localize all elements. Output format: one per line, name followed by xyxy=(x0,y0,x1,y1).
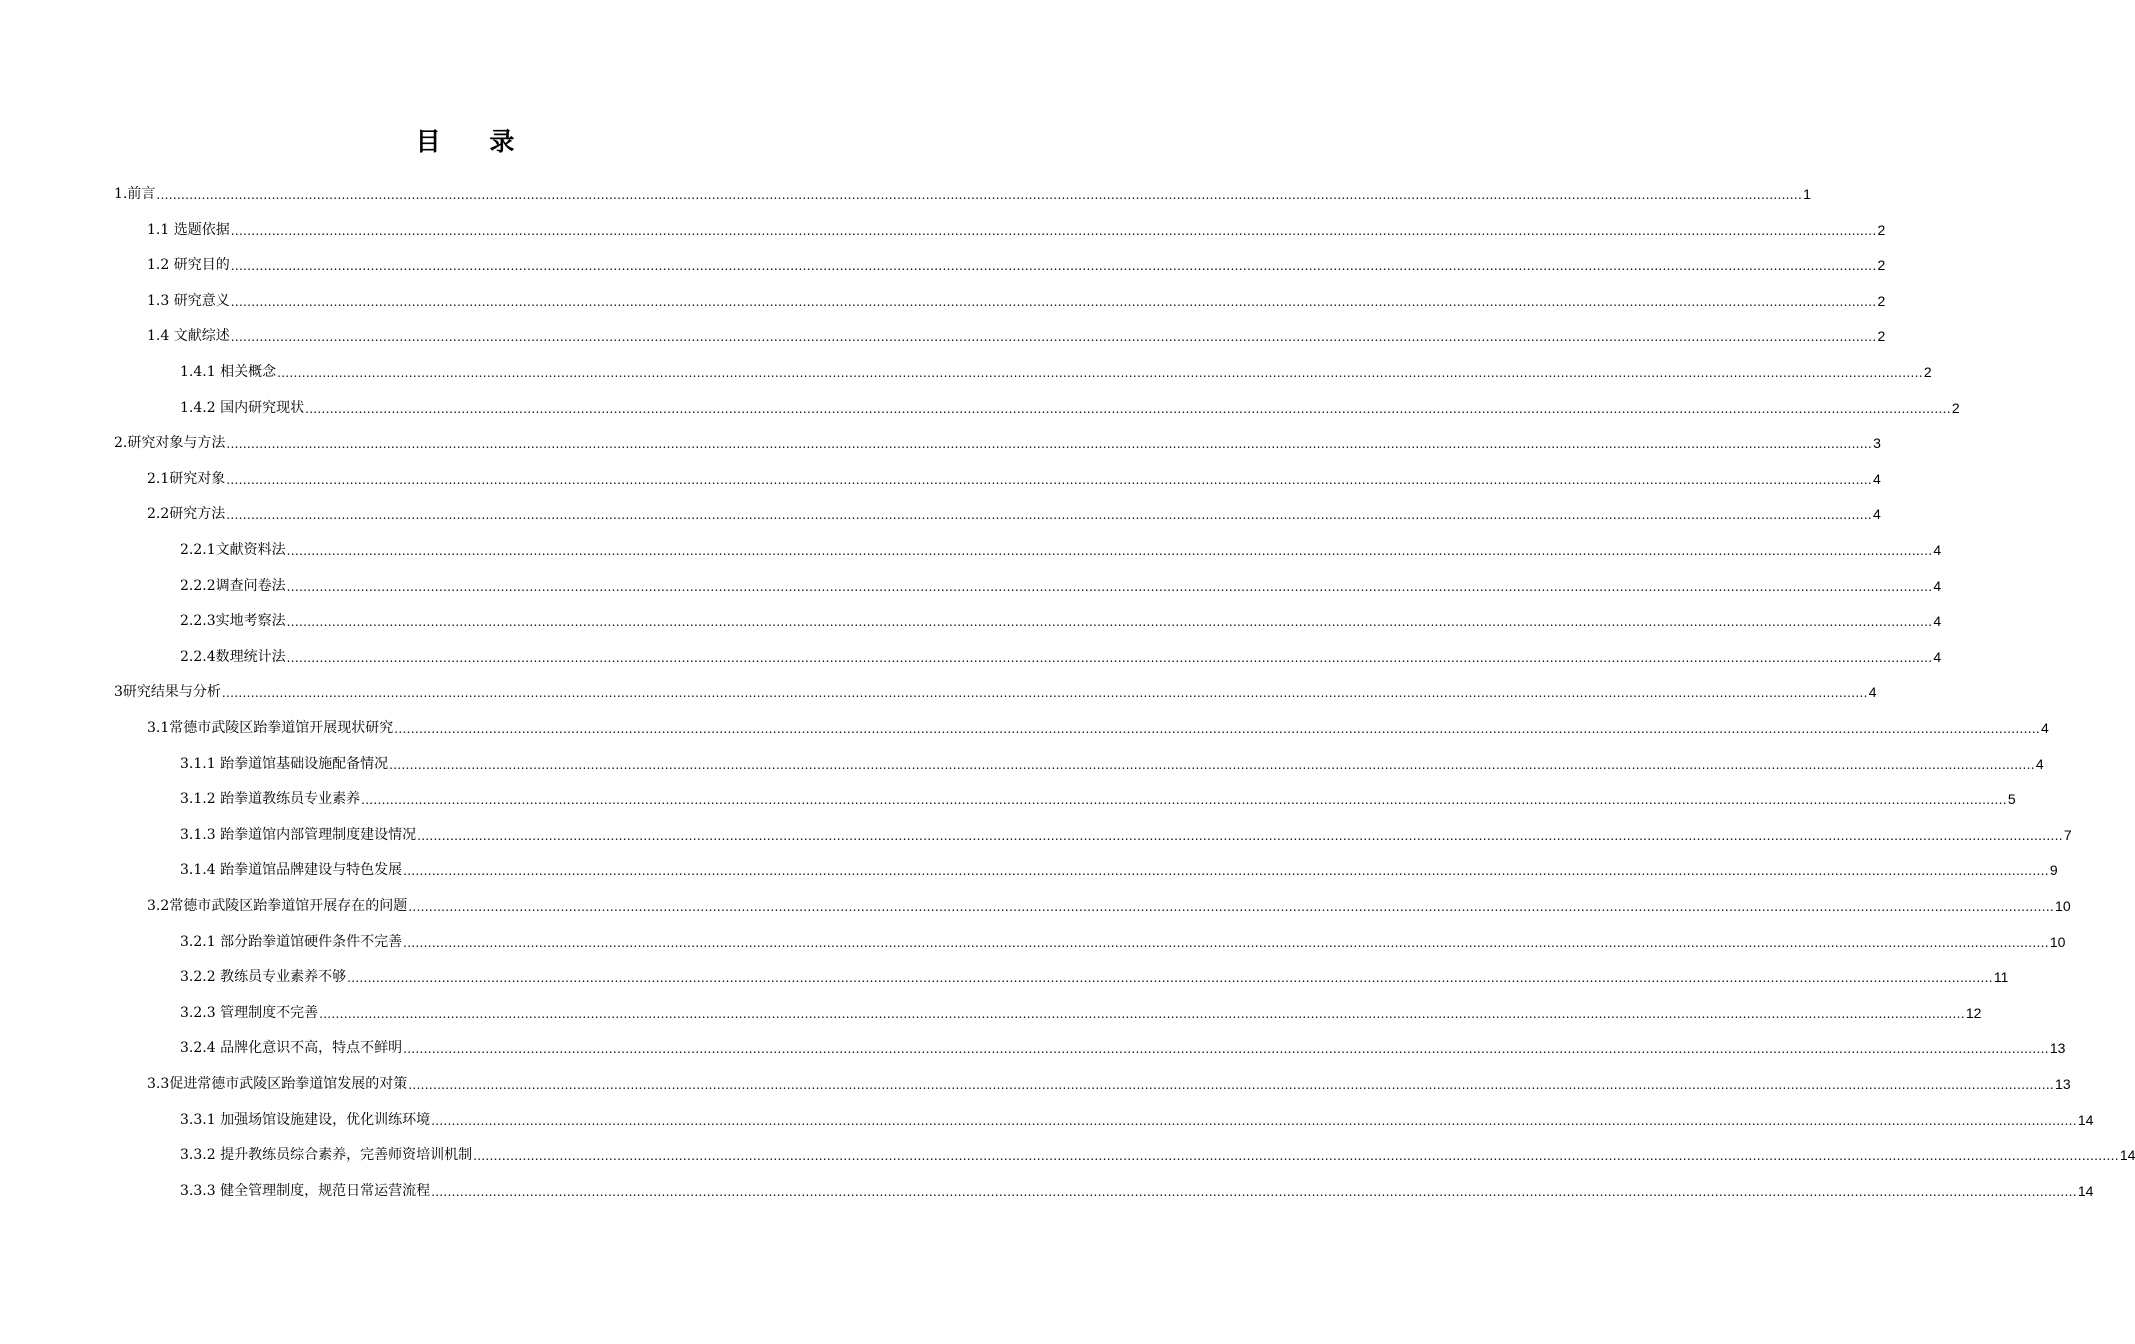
toc-leader-dots: ................................................................................................................................................................................................................................................................................................................................................................................................................ xyxy=(408,900,2055,914)
toc-entry-label: 2.研究对象与方法 xyxy=(114,435,226,452)
toc-entry[interactable] xyxy=(147,715,2049,737)
toc-entry[interactable] xyxy=(180,608,1942,630)
toc-entry[interactable] xyxy=(180,1035,2066,1057)
toc-leader-dots: ................................................................................................................................................................................................................................................................................................................................................................................................................ xyxy=(286,579,1933,594)
toc-entry[interactable] xyxy=(180,644,1942,666)
toc-entry-label: 1.2 研究目的 xyxy=(147,257,230,274)
toc-entry-page-number: 2 xyxy=(1877,292,1886,309)
page-title: 目 录 xyxy=(415,127,535,156)
toc-entry[interactable] xyxy=(180,537,1942,559)
toc-leader-dots: ................................................................................................................................................................................................................................................................................................................................................................................................................ xyxy=(417,828,2063,843)
toc-leader-dots: ................................................................................................................................................................................................................................................................................................................................................................................................................ xyxy=(230,259,1877,274)
toc-entry-label: 2.2.3实地考察法 xyxy=(180,613,286,630)
toc-entry-page-number: 7 xyxy=(2063,826,2072,843)
toc-leader-dots: ................................................................................................................................................................................................................................................................................................................................................................................................................ xyxy=(277,366,1923,380)
toc-entry[interactable] xyxy=(180,573,1942,595)
toc-entry[interactable] xyxy=(180,1107,2094,1129)
toc-entry-page-number: 4 xyxy=(1933,542,1942,558)
toc-entry[interactable] xyxy=(180,359,1932,381)
toc-entry[interactable] xyxy=(147,1071,2071,1093)
toc-leader-dots: ................................................................................................................................................................................................................................................................................................................................................................................................................ xyxy=(431,1113,2077,1128)
toc-entry-label: 2.2.4数理统计法 xyxy=(180,648,286,665)
toc-leader-dots: ................................................................................................................................................................................................................................................................................................................................................................................................................ xyxy=(286,544,1933,558)
toc-entry-label: 3.2常德市武陵区跆拳道馆开展存在的问题 xyxy=(147,898,408,914)
toc-entry-label: 1.4.1 相关概念 xyxy=(180,364,277,380)
toc-leader-dots: ................................................................................................................................................................................................................................................................................................................................................................................................................ xyxy=(394,722,2041,736)
toc-entry-page-number: 5 xyxy=(2007,791,2016,808)
toc-entry[interactable] xyxy=(180,395,1960,417)
toc-entry-label: 1.3 研究意义 xyxy=(147,292,230,309)
toc-entry-page-number: 4 xyxy=(1868,684,1877,701)
toc-entry[interactable] xyxy=(180,822,2072,844)
toc-entry-label: 3.1.2 跆拳道教练员专业素养 xyxy=(180,791,361,808)
toc-entry-label: 3.1常德市武陵区跆拳道馆开展现状研究 xyxy=(147,720,394,736)
toc-leader-dots: ................................................................................................................................................................................................................................................................................................................................................................................................................ xyxy=(156,188,1803,202)
toc-entry-page-number: 11 xyxy=(1993,969,2009,986)
toc-entry[interactable] xyxy=(147,893,2071,915)
toc-entry[interactable] xyxy=(180,751,2044,773)
toc-leader-dots: ................................................................................................................................................................................................................................................................................................................................................................................................................ xyxy=(431,1184,2077,1199)
toc-entry-page-number: 10 xyxy=(2055,898,2071,914)
toc-entry-label: 3研究结果与分析 xyxy=(114,684,221,701)
toc-entry-page-number: 14 xyxy=(2077,1182,2094,1199)
toc-leader-dots: ................................................................................................................................................................................................................................................................................................................................................................................................................ xyxy=(408,1078,2055,1092)
toc-entry-label: 3.3.1 加强场馆设施建设，优化训练环境 xyxy=(180,1111,431,1128)
toc-entry-page-number: 12 xyxy=(1965,1004,1982,1021)
toc-entry-page-number: 14 xyxy=(2077,1111,2094,1128)
toc-leader-dots: ................................................................................................................................................................................................................................................................................................................................................................................................................ xyxy=(286,650,1933,665)
toc-entry-label: 2.2.2调查问卷法 xyxy=(180,577,286,594)
toc-entry-page-number: 2 xyxy=(1923,364,1932,380)
toc-entry[interactable] xyxy=(180,1142,2135,1164)
toc-entry-label: 3.3.2 提升教练员综合素养，完善师资培训机制 xyxy=(180,1147,473,1164)
toc-leader-dots: ................................................................................................................................................................................................................................................................................................................................................................................................................ xyxy=(403,864,2049,879)
toc-entry-label: 1.4 文献综述 xyxy=(147,328,230,345)
toc-entry[interactable] xyxy=(147,323,1886,345)
toc-leader-dots: ................................................................................................................................................................................................................................................................................................................................................................................................................ xyxy=(226,472,1873,487)
toc-leader-dots: ................................................................................................................................................................................................................................................................................................................................................................................................................ xyxy=(230,330,1877,345)
toc-entry-page-number: 4 xyxy=(1933,613,1942,630)
toc-entry[interactable] xyxy=(180,1178,2094,1200)
toc-leader-dots: ................................................................................................................................................................................................................................................................................................................................................................................................................ xyxy=(403,935,2049,950)
toc-entry-page-number: 4 xyxy=(1873,470,1881,487)
toc-entry[interactable] xyxy=(114,679,1877,701)
toc-entry-label: 3.3促进常德市武陵区跆拳道馆发展的对策 xyxy=(147,1076,408,1092)
toc-entry[interactable] xyxy=(147,252,1886,274)
toc-leader-dots: ................................................................................................................................................................................................................................................................................................................................................................................................................ xyxy=(305,401,1951,416)
toc-entry-page-number: 10 xyxy=(2049,933,2066,950)
toc-leader-dots: ................................................................................................................................................................................................................................................................................................................................................................................................................ xyxy=(389,757,2035,772)
toc-entry[interactable] xyxy=(114,430,1881,452)
toc-entry-label: 2.2研究方法 xyxy=(147,506,226,523)
toc-entry[interactable] xyxy=(147,217,1886,239)
toc-entry-label: 3.2.3 管理制度不完善 xyxy=(180,1004,319,1021)
toc-entry-page-number: 13 xyxy=(2055,1076,2071,1092)
toc-entry-label: 2.1研究对象 xyxy=(147,470,226,487)
toc-entry-page-number: 2 xyxy=(1877,221,1886,238)
toc-entry[interactable] xyxy=(147,288,1886,310)
toc-entry[interactable] xyxy=(180,929,2066,951)
toc-entry-page-number: 2 xyxy=(1951,399,1960,416)
toc-leader-dots: ................................................................................................................................................................................................................................................................................................................................................................................................................ xyxy=(473,1149,2119,1164)
toc-entry-label: 3.3.3 健全管理制度，规范日常运营流程 xyxy=(180,1182,431,1199)
toc-entry-page-number: 3 xyxy=(1873,435,1881,452)
toc-entry-page-number: 4 xyxy=(1873,506,1881,523)
toc-leader-dots: ................................................................................................................................................................................................................................................................................................................................................................................................................ xyxy=(226,437,1873,452)
toc-leader-dots: ................................................................................................................................................................................................................................................................................................................................................................................................................ xyxy=(403,1042,2049,1057)
toc-entry-page-number: 4 xyxy=(1933,577,1942,594)
toc-entry-label: 3.1.4 跆拳道馆品牌建设与特色发展 xyxy=(180,862,403,879)
toc-leader-dots: ................................................................................................................................................................................................................................................................................................................................................................................................................ xyxy=(319,1006,1965,1021)
toc-entry-page-number: 2 xyxy=(1877,328,1886,345)
toc-entry-page-number: 2 xyxy=(1877,257,1886,274)
toc-entry-page-number: 9 xyxy=(2049,862,2058,879)
toc-entry-label: 3.1.3 跆拳道馆内部管理制度建设情况 xyxy=(180,826,417,843)
toc-entry-label: 3.2.2 教练员专业素养不够 xyxy=(180,969,347,986)
toc-entry[interactable] xyxy=(180,857,2058,879)
toc-entry-label: 1.4.2 国内研究现状 xyxy=(180,399,305,416)
toc-entry[interactable] xyxy=(180,964,2009,986)
toc-entry-page-number: 4 xyxy=(1933,648,1942,665)
toc-entry-label: 3.2.1 部分跆拳道馆硬件条件不完善 xyxy=(180,933,403,950)
toc-entry-page-number: 1 xyxy=(1803,186,1811,202)
toc-entry[interactable] xyxy=(180,786,2016,808)
toc-entry-page-number: 13 xyxy=(2049,1040,2066,1057)
toc-entry-page-number: 4 xyxy=(2035,755,2044,772)
toc-leader-dots: ................................................................................................................................................................................................................................................................................................................................................................................................................ xyxy=(286,615,1933,630)
toc-entry[interactable] xyxy=(147,501,1881,523)
toc-entry[interactable] xyxy=(114,181,1811,203)
toc-leader-dots: ................................................................................................................................................................................................................................................................................................................................................................................................................ xyxy=(230,294,1877,309)
toc-entry-label: 2.2.1文献资料法 xyxy=(180,542,286,558)
toc-entry-label: 3.2.4 品牌化意识不高，特点不鲜明 xyxy=(180,1040,403,1057)
toc-entry-label: 1.前言 xyxy=(114,186,156,202)
toc-entry-page-number: 14 xyxy=(2119,1147,2135,1164)
toc-leader-dots: ................................................................................................................................................................................................................................................................................................................................................................................................................ xyxy=(361,793,2007,808)
toc-leader-dots: ................................................................................................................................................................................................................................................................................................................................................................................................................ xyxy=(221,686,1868,701)
toc-entry-label: 3.1.1 跆拳道馆基础设施配备情况 xyxy=(180,755,389,772)
toc-leader-dots: ................................................................................................................................................................................................................................................................................................................................................................................................................ xyxy=(226,508,1873,523)
toc-entry[interactable] xyxy=(180,1000,1982,1022)
toc-entry-page-number: 4 xyxy=(2041,720,2049,736)
toc-leader-dots: ................................................................................................................................................................................................................................................................................................................................................................................................................ xyxy=(230,223,1877,238)
toc-entry-label: 1.1 选题依据 xyxy=(147,221,230,238)
toc-entry[interactable] xyxy=(147,466,1881,488)
toc-leader-dots: ................................................................................................................................................................................................................................................................................................................................................................................................................ xyxy=(347,971,1993,986)
